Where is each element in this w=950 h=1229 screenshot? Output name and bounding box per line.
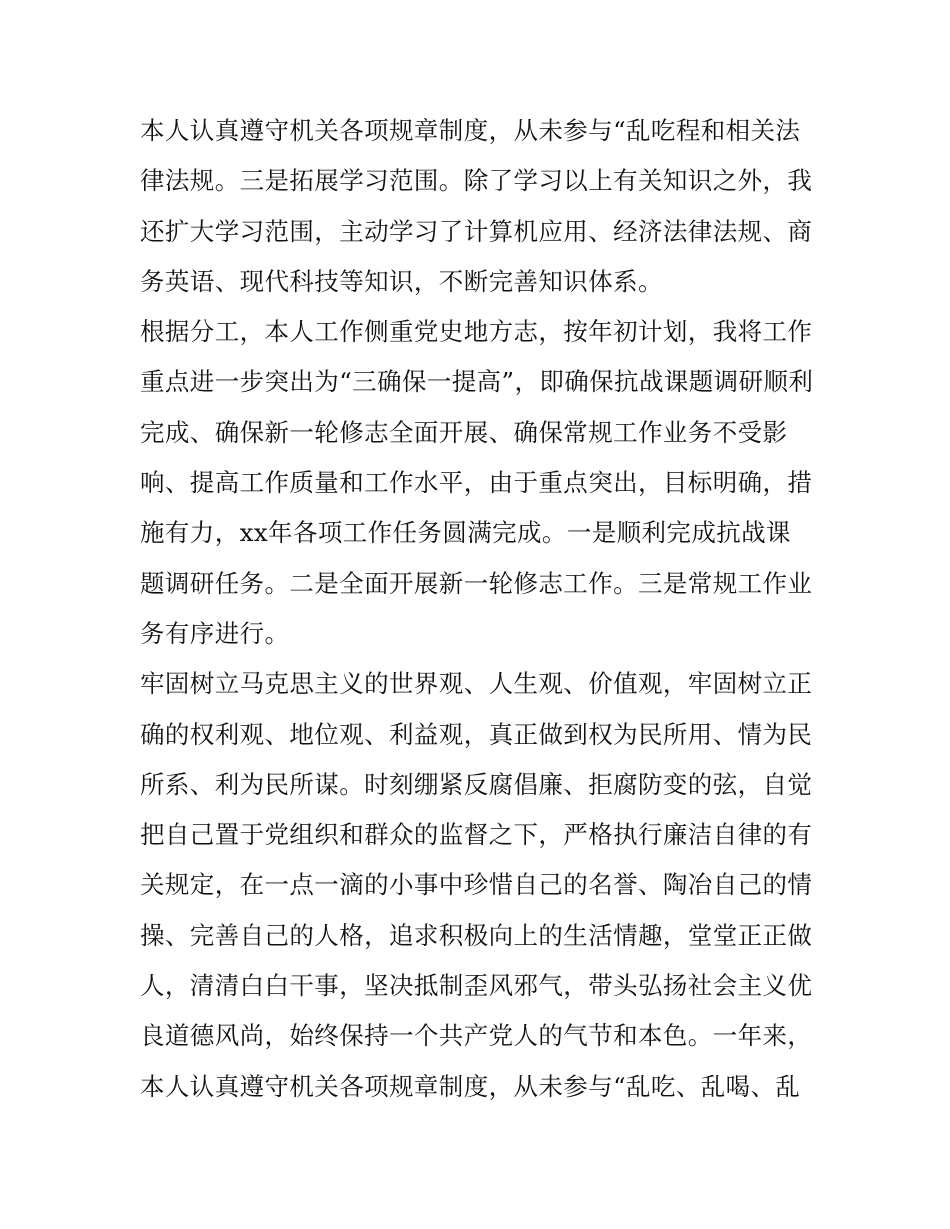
text-line: 关规定，在一点一滴的小事中珍惜自己的名誉、陶冶自己的情 — [140, 870, 813, 900]
text-line: 人，清清白白干事，坚决抵制歪风邪气，带头弘扬社会主义优 — [140, 971, 813, 1001]
text-line: 良道德风尚，始终保持一个共产党人的气节和本色。一年来， — [140, 1021, 813, 1051]
text-line: 重点进一步突出为“三确保一提高”，即确保抗战课题调研顺利 — [140, 367, 814, 397]
text-line: 还扩大学习范围，主动学习了计算机应用、经济法律法规、商 — [140, 216, 813, 246]
text-line: 牢固树立马克思主义的世界观、人生观、价值观，牢固树立正 — [140, 669, 813, 699]
text-line: 施有力，xx年各项工作任务圆满完成。一是顺利完成抗战课 — [140, 518, 791, 548]
text-line: 题调研任务。二是全面开展新一轮修志工作。三是常规工作业 — [140, 568, 813, 598]
text-line: 把自己置于党组织和群众的监督之下，严格执行廉洁自律的有 — [140, 820, 813, 850]
text-line: 本人认真遵守机关各项规章制度，从未参与“乱吃程和相关法 — [140, 116, 801, 145]
text-line: 所系、利为民所谋。时刻绷紧反腐倡廉、拒腐防变的弦，自觉 — [140, 769, 813, 799]
text-line: 完成、确保新一轮修志全面开展、确保常规工作业务不受影 — [140, 417, 788, 447]
text-line: 操、完善自己的人格，追求积极向上的生活情趣，堂堂正正做 — [140, 920, 813, 950]
text-line: 务英语、现代科技等知识，不断完善知识体系。 — [140, 266, 663, 296]
text-line: 响、提高工作质量和工作水平，由于重点突出，目标明确，措 — [140, 468, 813, 498]
document-body — [140, 106, 820, 1112]
text-line: 确的权利观、地位观、利益观，真正做到权为民所用、情为民 — [140, 719, 813, 749]
text-line: 根据分工，本人工作侧重党史地方志，按年初计划，我将工作 — [140, 317, 813, 347]
text-line: 律法规。三是拓展学习范围。除了学习以上有关知识之外，我 — [140, 166, 813, 196]
text-line: 本人认真遵守机关各项规章制度，从未参与“乱吃、乱喝、乱 — [140, 1071, 801, 1101]
text-line: 务有序进行。 — [140, 618, 290, 648]
